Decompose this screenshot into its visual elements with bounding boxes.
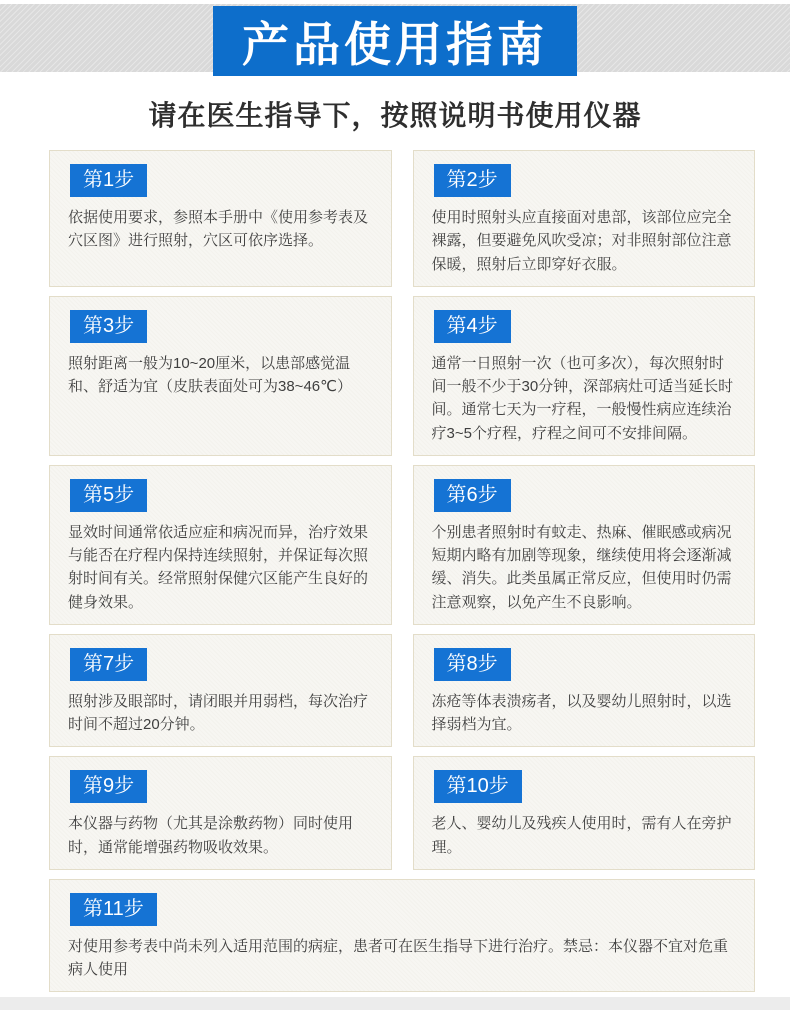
step-text: 通常一日照射一次（也可多次），每次照射时间一般不少于30分钟，深部病灶可适当延长时间。通常七天为一疗程，一般慢性病应连续治疗3~5个疗程，疗程之间可不安排间隔。: [431, 354, 734, 442]
step-card-4: [413, 296, 756, 456]
steps-grid: [49, 150, 755, 992]
step-text: 老人、婴幼儿及残疾人使用时，需有人在旁护理。: [431, 815, 732, 856]
page-title-banner: [213, 6, 577, 76]
step-text: 冻疮等体表溃疡者，以及婴幼儿照射时，以选择弱档为宜。: [431, 692, 732, 733]
step-text: 照射涉及眼部时，请闭眼并用弱档，每次治疗时间不超过20分钟。: [68, 692, 369, 733]
step-text: 显效时间通常依适应症和病况而异，治疗效果与能否在疗程内保持连续照射，并保证每次照射时间有关。经常照射保健穴区能产生良好的健身效果。: [68, 523, 369, 611]
step-card-11: [49, 879, 755, 993]
header: [0, 0, 790, 78]
step-text: 本仪器与药物（尤其是涂敷药物）同时使用时，通常能增强药物吸收效果。: [68, 815, 354, 856]
step-badge: 第1步: [70, 164, 147, 197]
step-badge: 第6步: [434, 479, 511, 512]
step-card-6: [413, 465, 756, 625]
step-card-10: [413, 756, 756, 870]
step-card-3: [49, 296, 392, 456]
step-badge: 第3步: [70, 310, 147, 343]
step-badge: 第10步: [434, 770, 522, 803]
step-badge: 第11步: [70, 893, 157, 926]
step-card-9: [49, 756, 392, 870]
step-text: 依据使用要求，参照本手册中《使用参考表及穴区图》进行照射，穴区可依序选择。: [68, 209, 369, 250]
step-card-1: [49, 150, 392, 287]
bottom-gray-strip: [0, 997, 790, 1010]
step-card-5: [49, 465, 392, 625]
step-card-2: [413, 150, 756, 287]
step-badge: 第7步: [70, 648, 147, 681]
step-card-8: [413, 634, 756, 748]
page-subtitle: 请在医生指导下，按照说明书使用仪器: [148, 100, 642, 131]
step-text: 照射距离一般为10~20厘米，以患部感觉温和、舒适为宜（皮肤表面处可为38~46℃）: [68, 354, 352, 395]
step-card-7: [49, 634, 392, 748]
step-badge: 第4步: [434, 310, 511, 343]
step-badge: 第5步: [70, 479, 147, 512]
step-text: 对使用参考表中尚未列入适用范围的病症，患者可在医生指导下进行治疗。禁忌：本仪器不宜对危重病人使用: [68, 937, 729, 978]
step-text: 个别患者照射时有蚊走、热麻、催眠感或病况短期内略有加剧等现象，继续使用将会逐渐减缓、消失。此类虽属正常反应，但使用时仍需注意观察，以免产生不良影响。: [431, 523, 732, 611]
page-title: 产品使用指南: [242, 17, 548, 71]
step-badge: 第2步: [434, 164, 511, 197]
step-badge: 第8步: [434, 648, 511, 681]
step-text: 使用时照射头应直接面对患部，该部位应完全裸露，但要避免风吹受凉；对非照射部位注意保暖，照射后立即穿好衣服。: [431, 209, 732, 273]
step-badge: 第9步: [70, 770, 147, 803]
